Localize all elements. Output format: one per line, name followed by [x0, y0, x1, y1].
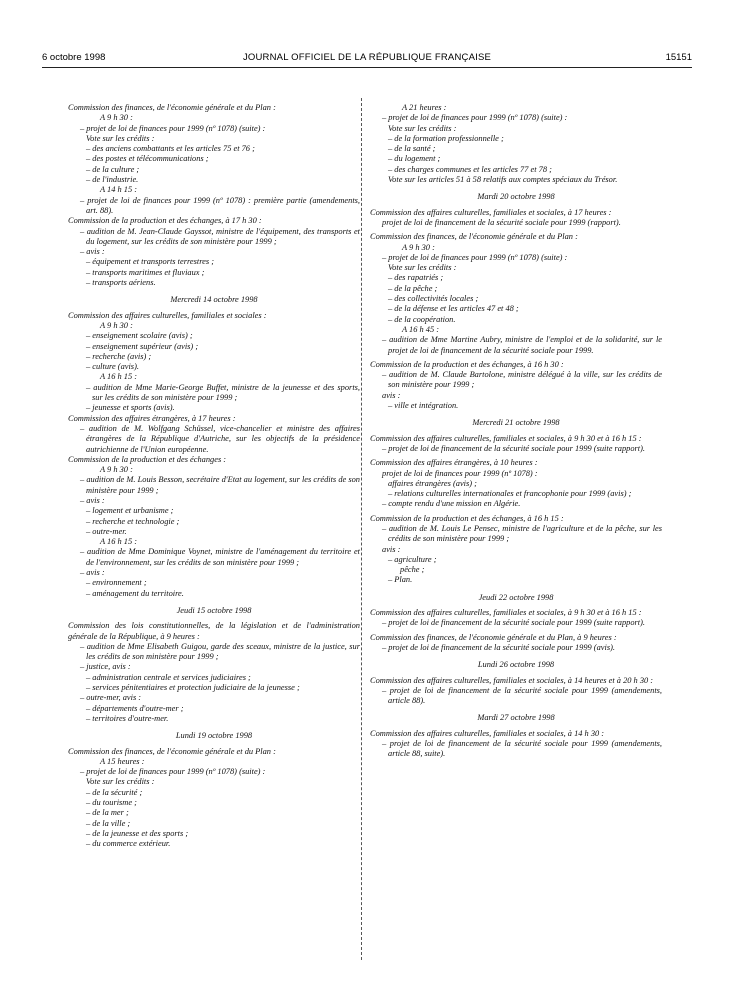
agenda-item: – projet de loi de finances pour 1999 (nº 1078) (suite) :	[382, 113, 568, 123]
agenda-item: – audition de Mme Elisabeth Guigou, garde des sceaux, ministre de la justice, sur les crédits de son ministère pour 1999 ;	[80, 641, 360, 662]
agenda-subitem: – administration centrale et services judiciaires ;	[86, 672, 251, 682]
page-header	[42, 52, 692, 66]
agenda-subitem: – aménagement du territoire.	[86, 588, 184, 598]
agenda-subitem: – jeunesse et sports (avis).	[86, 403, 175, 413]
commission-heading: Commission des affaires culturelles, familiales et sociales, à 9 h 30 et à 16 h 15 :	[370, 608, 642, 618]
agenda-subitem: – de la formation professionnelle ;	[388, 133, 504, 143]
agenda-item: – audition de M. Claude Bartolone, ministre délégué à la ville, sur les crédits de son ministère pour 1999 ;	[382, 370, 662, 390]
time-slot: A 9 h 30 :	[100, 113, 133, 123]
right-column	[370, 103, 662, 760]
commission-heading: Commission des affaires culturelles, familiales et sociales, à 14 heures et à 20 h 30 :	[370, 675, 654, 685]
agenda-subitem: – des rapatriés ;	[388, 273, 444, 283]
agenda-item: – projet de loi de finances pour 1999 (nº 1078) : première partie (amendements, art. 88).	[80, 195, 360, 215]
agenda-subitem: – des anciens combattants et les articles 75 et 76 ;	[86, 144, 255, 154]
time-slot: A 15 heures :	[100, 756, 145, 766]
agenda-subitem: affaires étrangères (avis) ;	[388, 478, 477, 488]
left-column	[68, 103, 360, 849]
agenda-item: avis :	[382, 390, 401, 400]
column-divider	[361, 98, 362, 960]
agenda-subitem: – de la jeunesse et des sports ;	[86, 828, 189, 838]
time-slot: A 9 h 30 :	[402, 242, 435, 252]
header-date: 6 octobre 1998	[42, 52, 106, 63]
date-heading: Jeudi 22 octobre 1998	[478, 592, 554, 602]
agenda-subitem: – Plan.	[388, 575, 413, 585]
agenda-item: – projet de loi de finances pour 1999 (nº 1078) (suite) :	[382, 252, 568, 262]
agenda-subitem: – de la coopération.	[388, 314, 456, 324]
agenda-item: – audition de M. Wolfgang Schüssel, vice-chancelier et ministre des affaires étrangères de la République d'Autriche, sur les objectifs de la présidence autrichienne de l'Union européenne.	[80, 423, 360, 454]
agenda-subitem: – de la culture ;	[86, 164, 140, 174]
agenda-subitem: – culture (avis).	[86, 362, 139, 372]
agenda-subitem: – recherche (avis) ;	[86, 351, 152, 361]
date-heading: Lundi 26 octobre 1998	[477, 660, 555, 670]
commission-heading: Commission de la production et des échanges, à 16 h 15 :	[370, 513, 564, 523]
agenda-subitem: – audition de Mme Marie-George Buffet, ministre de la jeunesse et des sports, sur les crédits de son ministère pour 1999 ;	[86, 382, 360, 403]
commission-heading: Commission des finances, de l'économie générale et du Plan, à 9 heures :	[370, 632, 617, 642]
header-rule	[42, 67, 692, 68]
commission-heading: Commission des affaires culturelles, familiales et sociales, à 9 h 30 et à 16 h 15 :	[370, 433, 642, 443]
time-slot: A 16 h 45 :	[402, 324, 440, 334]
agenda-item: projet de loi de finances pour 1999 (nº 1078) :	[382, 468, 538, 478]
agenda-item: – avis :	[80, 495, 105, 505]
commission-heading: Commission des finances, de l'économie générale et du Plan :	[68, 103, 276, 112]
agenda-subitem: – territoires d'outre-mer.	[86, 713, 169, 723]
commission-heading: Commission des lois constitutionnelles, de la législation et de l'administration générale de la République, à 9 heures :	[68, 621, 360, 641]
agenda-subitem: – de la pêche ;	[388, 283, 438, 293]
agenda-subitem: – agriculture ;	[388, 554, 437, 564]
date-heading: Mercredi 14 octobre 1998	[170, 295, 258, 305]
agenda-subitem: – de la santé ;	[388, 144, 436, 154]
agenda-subitem: – de la défense et les articles 47 et 48 ;	[388, 304, 519, 314]
commission-heading: Commission des finances, de l'économie générale et du Plan :	[68, 746, 276, 756]
agenda-item: – avis :	[80, 247, 105, 257]
commission-heading: Commission des affaires culturelles, familiales et sociales, à 14 h 30 :	[370, 728, 605, 738]
agenda-subitem: – du commerce extérieur.	[86, 839, 171, 849]
agenda-item: – projet de loi de financement de la sécurité sociale pour 1999 (amendements, article 88, suite).	[382, 739, 662, 759]
commission-heading: Commission de la production et des échanges, à 17 h 30 :	[68, 216, 262, 226]
agenda-subitem: – équipement et transports terrestres ;	[86, 257, 215, 267]
agenda-subitem: – outre-mer.	[86, 526, 127, 536]
agenda-item: – projet de loi de financement de la sécurité sociale pour 1999 (suite rapport).	[382, 618, 645, 628]
agenda-subitem: – de la ville ;	[86, 818, 131, 828]
page-number: 15151	[665, 52, 692, 63]
agenda-subitem: – de la sécurité ;	[86, 787, 143, 797]
agenda-subitem: – de l'industrie.	[86, 175, 139, 185]
commission-heading: Commission de la production et des échanges, à 16 h 30 :	[370, 359, 564, 369]
agenda-item: – audition de M. Louis Le Pensec, ministre de l'agriculture et de la pêche, sur les crédits de son ministère pour 1999 ;	[382, 523, 662, 544]
agenda-subitem: – environnement ;	[86, 578, 147, 588]
commission-heading: Commission des affaires étrangères, à 10 heures :	[370, 458, 538, 468]
commission-heading: Commission des affaires culturelles, familiales et sociales, à 17 heures :	[370, 207, 612, 217]
date-heading: Lundi 19 octobre 1998	[175, 731, 253, 741]
agenda-subitem: – enseignement supérieur (avis) ;	[86, 341, 199, 351]
agenda-subitem: Vote sur les articles 51 à 58 relatifs aux comptes spéciaux du Trésor.	[388, 175, 618, 185]
time-slot: A 16 h 15 :	[100, 372, 138, 382]
time-slot: A 16 h 15 :	[100, 537, 138, 547]
agenda-item: – avis :	[80, 568, 105, 578]
agenda-item: – audition de M. Louis Besson, secrétaire d'Etat au logement, sur les crédits de son ministère pour 1999 ;	[80, 475, 360, 495]
agenda-subitem: – des charges communes et les articles 77 et 78 ;	[388, 164, 552, 174]
agenda-subitem: – services pénitentiaires et protection judiciaire de la jeunesse ;	[86, 683, 300, 693]
agenda-item: – projet de loi de finances pour 1999 (nº 1078) (suite) :	[80, 767, 266, 777]
agenda-subitem: – transports aériens.	[86, 278, 156, 288]
agenda-item: – projet de loi de finances pour 1999 (nº 1078) (suite) :	[80, 123, 266, 133]
commission-heading: Commission des affaires culturelles, familiales et sociales :	[68, 310, 267, 320]
time-slot: A 9 h 30 :	[100, 465, 133, 475]
commission-heading: Commission de la production et des échanges :	[68, 454, 227, 464]
agenda-item: – outre-mer, avis :	[80, 693, 142, 703]
commission-heading: Commission des finances, de l'économie générale et du Plan :	[370, 232, 578, 242]
agenda-subitem: pêche ;	[400, 565, 425, 575]
agenda-subitem: Vote sur les crédits :	[86, 777, 155, 787]
agenda-subitem: – du logement ;	[388, 154, 441, 164]
time-slot: A 14 h 15 :	[100, 185, 138, 195]
date-heading: Mardi 27 octobre 1998	[477, 713, 555, 723]
agenda-item: – audition de Mme Martine Aubry, ministre de l'emploi et de la solidarité, sur le projet de loi de financement de la sécurité sociale pour 1999.	[382, 335, 662, 355]
agenda-item: – audition de M. Jean-Claude Gayssot, ministre de l'équipement, des transports et du logement, sur les crédits de son ministère pour 1999 ;	[80, 226, 360, 246]
date-heading: Mardi 20 octobre 1998	[477, 192, 555, 202]
agenda-subitem: – des collectivités locales ;	[388, 294, 479, 304]
agenda-subitem: – transports maritimes et fluviaux ;	[86, 267, 205, 277]
agenda-item: – projet de loi de financement de la sécurité sociale pour 1999 (amendements, article 88).	[382, 685, 662, 706]
agenda-item: – audition de Mme Dominique Voynet, ministre de l'aménagement du territoire et de l'environnement, sur les crédits de son ministère pour 1999 ;	[80, 547, 360, 567]
time-slot: A 21 heures :	[402, 103, 447, 112]
agenda-item: – justice, avis :	[80, 662, 131, 672]
agenda-subitem: – des postes et télécommunications ;	[86, 154, 209, 164]
date-heading: Mercredi 21 octobre 1998	[472, 418, 560, 428]
agenda-item: – compte rendu d'une mission en Algérie.	[382, 499, 521, 509]
agenda-subitem: – ville et intégration.	[388, 401, 459, 411]
agenda-subitem: – départements d'outre-mer ;	[86, 703, 184, 713]
agenda-item: avis :	[382, 544, 401, 554]
agenda-item: – projet de loi de financement de la sécurité sociale pour 1999 (avis).	[382, 642, 615, 652]
agenda-subitem: – enseignement scolaire (avis) ;	[86, 331, 193, 341]
agenda-subitem: – recherche et technologie ;	[86, 516, 180, 526]
date-heading: Jeudi 15 octobre 1998	[176, 605, 252, 615]
journal-title: JOURNAL OFFICIEL DE LA RÉPUBLIQUE FRANÇAISE	[242, 52, 492, 63]
agenda-subitem: – relations culturelles internationales et francophonie pour 1999 (avis) ;	[388, 489, 632, 499]
agenda-item: – projet de loi de financement de la sécurité sociale pour 1999 (suite rapport).	[382, 443, 645, 453]
agenda-subitem: Vote sur les crédits :	[86, 133, 155, 143]
time-slot: A 9 h 30 :	[100, 320, 133, 330]
agenda-subitem: – du tourisme ;	[86, 798, 137, 807]
commission-heading: Commission des affaires étrangères, à 17 heures :	[68, 413, 236, 423]
agenda-item: projet de loi de financement de la sécurité sociale pour 1999 (rapport).	[382, 217, 621, 227]
agenda-subitem: – de la mer ;	[86, 808, 129, 818]
agenda-subitem: Vote sur les crédits :	[388, 123, 457, 133]
agenda-subitem: Vote sur les crédits :	[388, 263, 457, 273]
agenda-subitem: – logement et urbanisme ;	[86, 506, 174, 516]
